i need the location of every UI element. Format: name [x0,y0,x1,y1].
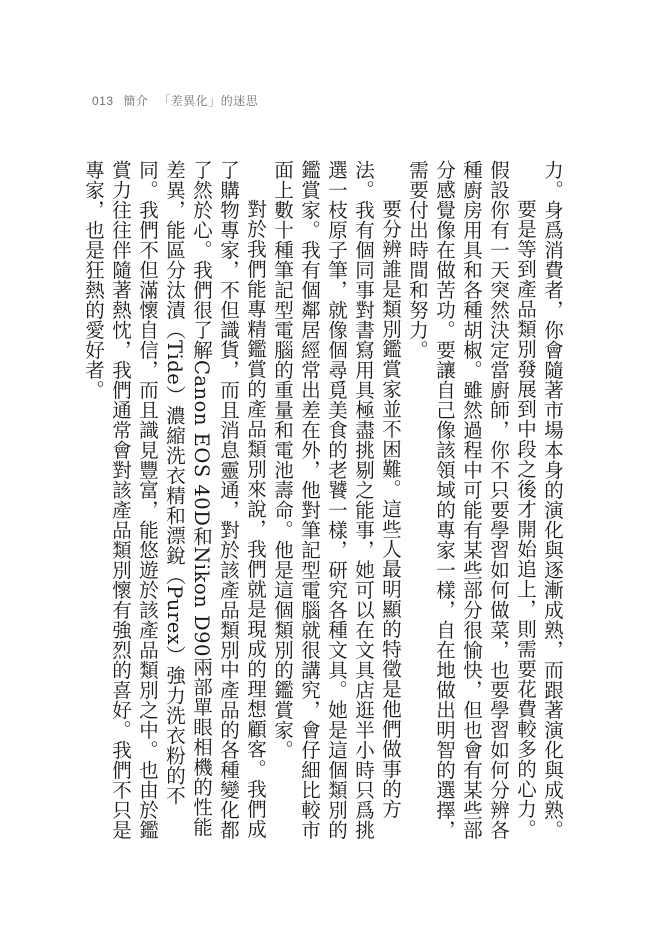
paragraph-3: 要分辨誰是類別鑑賞家並不困難。這些人最明顯的特徵是他們做事的方法。我有個同事對書寫用具極盡挑剔之能事，她可以在文具店逛半小時只爲挑選一枝原子筆，就像個尋覓美食的老饕一樣，研究各種文具。她是這個類別的鑑賞家。我有個鄰居經常出差在外，他對筆記型電腦就很講究，會仔細比較市面上數十種筆記型電腦的重量和電池壽命。他是這個類別的鑑賞家。 [271,160,402,840]
page-number: 013 [92,94,114,108]
paragraph-4: 對於我們能專精鑑賞的產品類別來說，我們就是現成的理想顧客。我們成了購物專家，不但識貨，而且消息靈通，對於該產品類別中產品的各種變化都了然於心。我們很了解Canon EOS 40D和Nikon D90兩部單眼相機的性能差異，能區分汰漬（Tide）濃縮洗衣精和漂銳（Purex）強力洗衣粉的不同。我們不但滿懷自信，而且識見豐富，能悠遊於該產品類別之中。也由於鑑賞力往往伴隨著熱忱，我們通常會對該產品類別懷有強烈的喜好。我們不只是專家，也是狂熱的愛好者。 [82,160,267,840]
paragraph-2: 要是等到產品類別發展到中段之後才開始追上，則需要花費較多的心力。假設你有一天突然決定當廚師，你不只要學習如何做菜，也要學習如何分辨各種廚房用具和各種胡椒。雖然過程中可能有某些部分很愉快，但也會有某些部分感覺像在做苦功。要讓自己像該領域的專家一樣，自在地做出明智的選擇，需要付出時間和努力。 [406,160,537,840]
paragraph-1: 力。身爲消費者，你會隨著市場本身的演化與逐漸成熟，而跟著演化與成熟。 [541,160,564,840]
vertical-body-text [82,160,566,840]
running-head [92,92,264,109]
section-label: 簡介 [123,94,149,108]
chapter-title: 「差異化」的迷思 [158,94,259,108]
